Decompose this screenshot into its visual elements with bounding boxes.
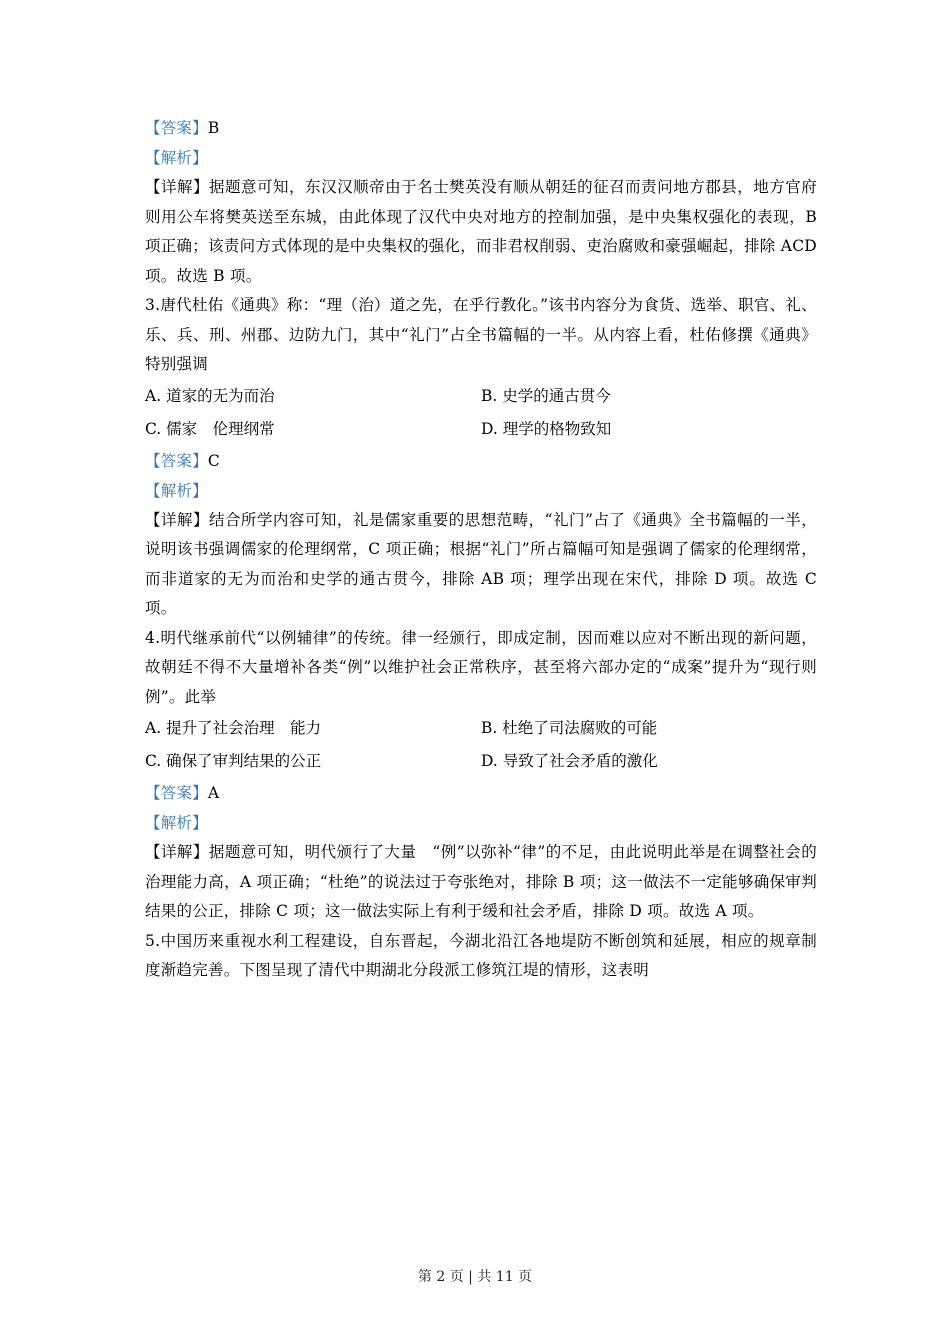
detail-text: 结合所学内容可知，礼是儒家重要的思想范畴，“礼门”占了《通典》全书篇幅的一半，说明该书强调儒家的伦理纲常，C 项正确；根据“礼门”所占篇幅可知是强调了儒家的伦理纲常，而非道家的无为而治和史学的通古贯今，排除 AB 项；理学出现在宋代，排除 D 项。故选 C 项。 (145, 510, 817, 617)
detail-text: 据题意可知，东汉汉顺帝由于名士樊英没有顺从朝廷的征召而责问地方郡县，地方官府则用公车将樊英送至东城，由此体现了汉代中央对地方的控制加强，是中央集权强化的表现，B 项正确；该责问方式体现的是中央集权的强化，而非君权削弱、吏治腐败和豪强崛起，排除 ACD 项。故选 B 项。 (145, 178, 817, 285)
question-4-stem (145, 624, 817, 713)
question-3-options-row-2 (145, 413, 817, 446)
q2-analysis-line (145, 143, 817, 173)
q4-analysis-line (145, 808, 817, 838)
answer-value: A (207, 784, 220, 802)
q3-answer-line (145, 446, 817, 476)
question-4-options-row-1 (145, 712, 817, 745)
option-a (145, 380, 481, 413)
option-key: D. (481, 419, 498, 438)
q4-answer-line (145, 778, 817, 808)
answer-label: 【答案】 (145, 451, 208, 470)
question-number: 5. (145, 931, 161, 950)
option-text: 道家的无为而治 (166, 386, 275, 405)
option-text: 提升了社会治理 能力 (166, 719, 322, 737)
question-stem-text: 中国历来重视水利工程建设，自东晋起，今湖北沿江各地堤防不断创筑和延展，相应的规章制度渐趋完善。下图呈现了清代中期湖北分段派工修筑江堤的情形，这表明 (145, 931, 817, 979)
analysis-label: 【解析】 (145, 149, 208, 167)
q3-analysis-line (145, 476, 817, 506)
answer-label: 【答案】 (145, 119, 208, 137)
option-key: A. (145, 386, 162, 405)
option-b (481, 712, 817, 745)
question-4-options-row-2 (145, 745, 817, 778)
analysis-label: 【解析】 (145, 481, 208, 500)
option-key: C. (145, 419, 162, 438)
answer-value: C (207, 451, 220, 470)
question-5-stem (145, 927, 817, 986)
question-stem-text: 明代继承前代“以例辅律”的传统。律一经颁行，即成定制，因而难以应对不断出现的新问题，故朝廷不得不大量增补各类“例”以维护社会正常秩序，甚至将六部办定的“成案”提升为“现行则例”。此举 (145, 628, 817, 706)
detail-label: 【详解】 (145, 843, 209, 861)
option-text: 杜绝了司法腐败的可能 (502, 719, 658, 737)
option-c (145, 413, 481, 446)
q4-detail (145, 838, 817, 927)
option-key: B. (481, 719, 498, 737)
option-text: 理学的格物致知 (502, 419, 612, 438)
answer-label: 【答案】 (145, 784, 208, 802)
analysis-label: 【解析】 (145, 814, 208, 832)
option-text: 确保了审判结果的公正 (166, 752, 322, 770)
detail-label: 【详解】 (145, 178, 210, 196)
q3-detail (145, 506, 817, 624)
option-key: D. (481, 752, 498, 770)
page-content (145, 113, 817, 986)
option-text: 史学的通古贯今 (502, 386, 611, 405)
detail-label: 【详解】 (145, 510, 209, 529)
option-c (145, 745, 481, 778)
option-b (481, 380, 817, 413)
q2-answer-line (145, 113, 817, 143)
option-key: C. (145, 752, 162, 770)
page-footer: 第 2 页 | 共 11 页 (417, 1269, 533, 1285)
option-key: B. (481, 386, 498, 405)
option-text: 导致了社会矛盾的激化 (502, 752, 658, 770)
option-d (481, 413, 817, 446)
question-stem-text: 唐代杜佑《通典》称：“理（治）道之先，在乎行教化。”该书内容分为食货、选举、职官、礼、乐、兵、刑、州郡、边防九门，其中“礼门”占全书篇幅的一半。从内容上看，杜佑修撰《通典》特别强调 (145, 296, 817, 373)
question-number: 4. (145, 628, 161, 647)
q2-detail (145, 173, 817, 291)
answer-value: B (207, 119, 220, 137)
option-key: A. (145, 719, 162, 737)
detail-text: 据题意可知，明代颁行了大量 “例”以弥补“律”的不足，由此说明此举是在调整社会的治理能力高，A 项正确；“杜绝”的说法过于夸张绝对，排除 B 项；这一做法不一定能够确保审判结果的公正，排除 C 项；这一做法实际上有利于缓和社会矛盾，排除 D 项。故选 A 项。 (145, 843, 817, 920)
option-a (145, 712, 481, 745)
question-number: 3. (145, 296, 161, 314)
option-text: 儒家 伦理纲常 (166, 419, 275, 438)
question-3-stem (145, 291, 817, 380)
question-3-options-row-1 (145, 380, 817, 413)
option-d (481, 745, 817, 778)
